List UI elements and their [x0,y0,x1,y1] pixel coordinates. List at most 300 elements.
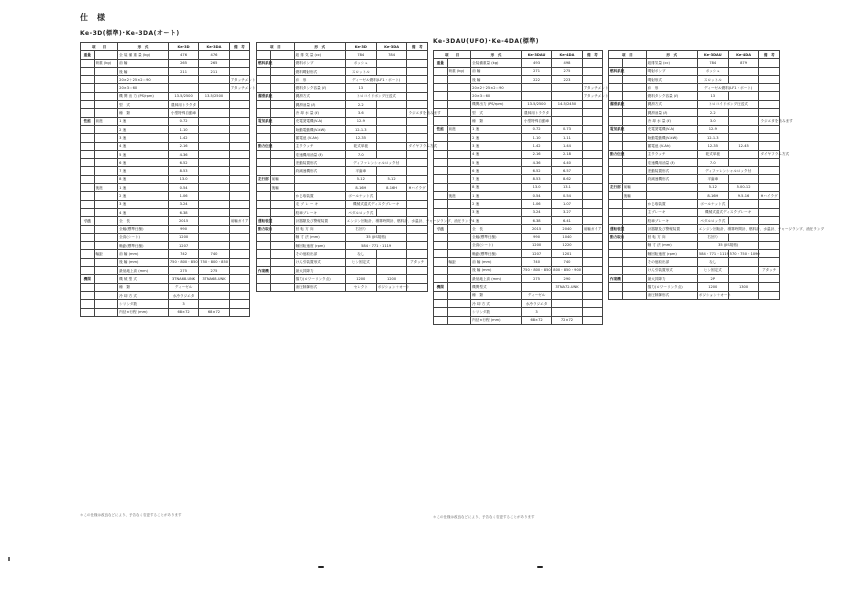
row-value-a: 1.42 [521,142,551,150]
row-item: 回 転 方 向 [646,233,697,241]
row-value-a: ディーゼル [521,291,551,299]
row-value-a: 1200 [697,283,728,291]
row-item: 8 速 [118,175,169,183]
row-value-b [728,133,759,141]
row-group [81,159,95,167]
row-value-b [728,92,759,100]
row-value-a: 0.72 [168,117,198,125]
row-item: 冷 却 水 量 (ℓ) [646,117,697,125]
row-value-a: 3.6 [345,109,376,117]
row-group: 性能 [81,117,95,125]
row-value-b: 740 [199,250,229,258]
table-row [257,84,428,92]
row-remarks [407,76,428,84]
row-value-shared: ディーゼル燃料(LF1・ポート) [345,76,407,84]
row-group [257,258,271,266]
table-row [257,142,428,150]
row-remarks [229,159,249,167]
row-remarks [229,101,249,109]
table-header-row [609,51,780,59]
row-remarks [759,84,780,92]
row-item: 後 輪 [471,75,522,83]
row-value-a: 12-35 [697,142,728,150]
row-value-a: 2.2 [697,109,728,117]
row-remarks [229,300,249,308]
row-remarks [229,267,249,275]
row-item: 差動装置形式 [646,167,697,175]
table-row [434,258,603,266]
row-item: 軸 寸 法 (mm) [294,233,345,241]
row-subgroup [94,192,118,200]
row-group [434,142,448,150]
row-subgroup [94,51,118,59]
table-row [81,192,250,200]
row-group [434,67,448,75]
row-item: 3 速 [118,134,169,142]
row-value-shared: ディーゼル燃料(LF1・ポート) [697,84,759,92]
row-remarks [759,158,780,166]
row-value-b: 2.18 [552,150,582,158]
row-subgroup [447,183,471,191]
row-value-b [199,76,229,84]
row-value-a: 68×72 [521,316,551,324]
row-subgroup [622,208,646,216]
table-row [434,84,603,92]
row-value-a: ペダルロック式 [697,216,728,224]
row-subgroup: 後輪 [270,184,294,192]
row-remarks [582,241,602,249]
row-subgroup [447,233,471,241]
row-value-a: 1.10 [168,125,198,133]
row-group [81,300,95,308]
row-value-a: セレクト [345,283,376,291]
row-value-b [552,84,582,92]
row-remarks [582,283,602,291]
table-row [434,225,603,233]
row-group: 動力伝達 [609,150,623,158]
row-remarks [582,75,602,83]
table-row [81,150,250,158]
table-row [257,208,428,216]
right-footnote: ＊この仕様は改良などにより、予告なく変更することがあります [433,515,535,519]
row-value-a: 1.06 [521,200,551,208]
row-value-a: 271 [521,67,551,75]
row-group [81,308,95,316]
row-subgroup [94,308,118,316]
row-remarks [407,159,428,167]
row-value-a: ボッシュ [697,67,728,75]
row-subgroup [94,291,118,299]
row-group [257,192,271,200]
row-subgroup [622,117,646,125]
row-group [434,167,448,175]
row-value-shared: ディファレンシャルロック付 [345,159,407,167]
row-item: その他取出部 [294,250,345,258]
row-group [434,150,448,158]
row-item: シリンダ数 [471,308,522,316]
row-remarks [229,150,249,158]
row-item: 蓄電池 (V-Ah) [294,134,345,142]
row-group: 作業機 [257,267,271,275]
row-subgroup [270,150,294,158]
row-value-b [376,142,407,150]
row-remarks [407,167,428,175]
row-group [434,308,448,316]
row-remarks [229,109,249,117]
row-group [434,133,448,141]
header-remarks: 備 考 [229,43,249,51]
row-item: 種 類 [471,117,522,125]
row-value-b [728,266,759,274]
row-item: 前 輪 (mm) [471,258,522,266]
table-row [609,167,780,175]
row-remarks [759,92,780,100]
table-row [257,150,428,158]
row-remarks [229,233,249,241]
row-remarks: Hハイラグ [759,192,780,200]
row-subgroup [270,208,294,216]
table-header-row [81,43,250,51]
row-item: 3 速 [118,200,169,208]
row-value-a: 3.24 [168,200,198,208]
row-value-b [199,175,229,183]
row-subgroup [270,267,294,275]
row-value-b: ポジション＋オート [376,283,407,291]
right-page-heading: Ke-3DAU(UFO)･Ke-4DA(標準) [433,38,540,45]
row-subgroup [447,133,471,141]
row-remarks [582,258,602,266]
row-value-a: 222 [521,75,551,83]
row-group [434,266,448,274]
row-subgroup [622,158,646,166]
row-subgroup [270,250,294,258]
row-value-a: 584・771・1119 [697,250,728,258]
row-value-a: 12-35 [345,134,376,142]
row-group: 動力取出 [257,225,271,233]
row-remarks [759,233,780,241]
row-subgroup [94,225,118,233]
row-group: 機関 [434,283,448,291]
row-value-shared: 機械式湿式ディスクブレーキ [697,208,759,216]
row-subgroup [622,175,646,183]
row-remarks [407,92,428,100]
row-subgroup [270,59,294,67]
row-remarks [229,283,249,291]
row-value-a: 6.38 [168,208,198,216]
row-item: 全高(シート) [118,233,169,241]
table-row [257,109,428,117]
row-group [609,200,623,208]
row-subgroup [94,101,118,109]
row-group [81,233,95,241]
row-value-a: 4.36 [168,150,198,158]
row-remarks [407,101,428,109]
row-remarks [229,275,249,283]
row-value-a: 784 [697,59,728,67]
row-item: 駐車ブレーキ [646,216,697,224]
table-row [609,175,780,183]
row-item: かじ取装置 [294,192,345,200]
row-subgroup [94,267,118,275]
row-value-a: 6.52 [521,167,551,175]
row-group [81,125,95,133]
table-row [609,216,780,224]
row-value-a: 平歯車 [345,167,376,175]
row-subgroup [447,266,471,274]
row-subgroup [447,158,471,166]
row-remarks [582,150,602,158]
row-value-a: 750・800・850 [168,258,198,266]
table-header-row [257,43,428,51]
row-item: 2 速 [471,200,522,208]
row-value-a: 13 [697,92,728,100]
row-item: 主ブレーキ [646,208,697,216]
table-row [609,84,780,92]
row-value-b [376,258,407,266]
row-subgroup [270,217,294,225]
row-item: 蓄電池 (V-Ah) [646,142,697,150]
header-item: 項 目 [434,51,471,59]
row-value-b [199,167,229,175]
row-remarks: アタッチメント [582,92,602,100]
row-value-a: なし [697,258,728,266]
row-item: 6 速 [118,159,169,167]
row-value-b [728,109,759,117]
table-row [257,59,428,67]
table-row [81,101,250,109]
row-item: 駐車ブレーキ [294,208,345,216]
row-group [257,101,271,109]
row-item: その他取出部 [646,258,697,266]
row-value-a: 1200 [168,233,198,241]
row-group [81,67,95,75]
row-group [81,142,95,150]
table-row [257,184,428,192]
row-remarks [759,241,780,249]
row-item: 全高(シート) [471,241,522,249]
table-row [81,308,250,316]
table-row [434,109,603,117]
row-remarks [582,275,602,283]
row-value-a: ヒン固定式 [697,266,728,274]
row-remarks: ダイヤフラム方式 [407,142,428,150]
row-subgroup [94,175,118,183]
row-value-a: 1207 [168,242,198,250]
row-value-b: 1220 [552,241,582,249]
row-subgroup [447,175,471,183]
row-value-b [552,92,582,100]
row-remarks [759,109,780,117]
row-value-b: 5.00-12 [728,183,759,191]
row-value-a: 1207 [521,250,551,258]
row-value-a: 3 [521,308,551,316]
row-value-b [728,117,759,125]
row-subgroup [270,92,294,100]
row-group: 運転装置 [257,217,271,225]
table-row [257,192,428,200]
row-subgroup [447,200,471,208]
row-item: 軸回転速度 (rpm) [646,250,697,258]
row-remarks [407,242,428,250]
row-item: 4 速 [471,150,522,158]
row-subgroup [447,250,471,258]
table-row [434,250,603,258]
row-subgroup: 前進 [94,117,118,125]
row-value-b [376,101,407,109]
table-row [434,117,603,125]
row-group [81,175,95,183]
row-subgroup [94,150,118,158]
table-row [609,183,780,191]
row-remarks [759,75,780,83]
row-value-b: 290 [552,275,582,283]
row-subgroup [270,76,294,84]
row-group [434,92,448,100]
row-item: 1 速 [118,184,169,192]
row-item: 機 械 型 式 [118,275,169,283]
row-subgroup [447,167,471,175]
row-group [609,266,623,274]
table-row [81,51,250,59]
row-value-b [199,291,229,299]
table-row [257,92,428,100]
row-remarks [582,117,602,125]
row-item: 噴射ポンプ [646,67,697,75]
row-value-b [199,300,229,308]
row-item: 変速機用油量 (ℓ) [294,150,345,158]
row-item: 型 式 [471,109,522,117]
row-group [257,84,271,92]
table-row [609,291,780,299]
header-remarks: 備 考 [407,43,428,51]
row-remarks [582,216,602,224]
row-item: 5 速 [118,150,169,158]
table-row [434,192,603,200]
row-subgroup [94,109,118,117]
row-subgroup [622,250,646,258]
row-item: 油圧制御形式 [646,291,697,299]
row-item: かじ取装置 [646,200,697,208]
header-item: 項 目 [257,43,295,51]
row-remarks [229,175,249,183]
row-group [434,216,448,224]
row-value-a [168,76,198,84]
table-row [434,241,603,249]
row-remarks [229,258,249,266]
row-remarks [407,51,428,59]
row-item: 充電発電機(V-A) [646,125,697,133]
table-row [609,258,780,266]
row-remarks [407,117,428,125]
row-subgroup [270,167,294,175]
row-value-a: 13.0 [521,183,551,191]
row-subgroup [94,283,118,291]
row-remarks [582,67,602,75]
row-value-b: 265 [199,59,229,67]
table-row [81,125,250,133]
row-remarks [229,51,249,59]
row-item: 2 速 [118,125,169,133]
table-row [257,101,428,109]
table-row [434,67,603,75]
row-remarks [407,275,428,283]
row-remarks [407,134,428,142]
row-subgroup [94,167,118,175]
row-subgroup: 輪距 [94,250,118,258]
header-item: 項 目 [609,51,647,59]
table-row [434,158,603,166]
row-remarks [759,167,780,175]
row-value-a: 0.54 [521,192,551,200]
row-value-b [376,167,407,175]
row-remarks [407,67,428,75]
row-subgroup [94,275,118,283]
table-row [257,67,428,75]
row-value-b [199,101,229,109]
row-group [434,100,448,108]
row-group [81,267,95,275]
row-item: 20×2＋25×2＝90 [118,76,169,84]
row-group [257,167,271,175]
row-item: 内径×行程 (mm) [118,308,169,316]
row-value-b: 8.62 [552,175,582,183]
row-value-a: 8-16H [345,184,376,192]
row-subgroup [447,275,471,283]
row-item: 20×2＋25×2＝90 [471,84,522,92]
table-row [257,225,428,233]
row-value-b [199,225,229,233]
row-group [81,250,95,258]
left-spec-table-1 [80,42,256,317]
table-row [434,308,603,316]
row-item: 種 類 [118,283,169,291]
row-remarks: ダイヤフラム方式 [759,150,780,158]
row-item: 主クラッチ [646,150,697,158]
row-remarks [582,250,602,258]
row-value-a: 1200 [521,241,551,249]
row-remarks [407,125,428,133]
row-value-a: 5-12 [345,175,376,183]
row-remarks [759,250,780,258]
table-row [81,175,250,183]
row-subgroup [447,59,471,67]
row-value-b [199,283,229,291]
table-row [257,250,428,258]
table-row [609,59,780,67]
row-item: 軸 寸 法 (mm) [646,241,697,249]
row-value-a: 12-1.3 [697,133,728,141]
header-model-b: Ke-3DA [199,43,229,51]
row-remarks [582,233,602,241]
row-value-a: 0.72 [521,125,551,133]
table-row [434,100,603,108]
row-subgroup [622,266,646,274]
row-item: 始動電動機(V-kW) [294,125,345,133]
row-group: 電気系統 [257,117,271,125]
row-subgroup [94,208,118,216]
row-item: 1 速 [118,117,169,125]
row-subgroup [94,200,118,208]
table-row [81,225,250,233]
row-remarks [759,200,780,208]
row-subgroup [94,134,118,142]
row-value-a: 農林用トラクタ [168,101,198,109]
row-group [609,117,623,125]
table-row [609,117,780,125]
row-item: 冷 却 方 式 [118,291,169,299]
table-row [434,183,603,191]
row-value-b: 800・850・900 [552,266,582,274]
